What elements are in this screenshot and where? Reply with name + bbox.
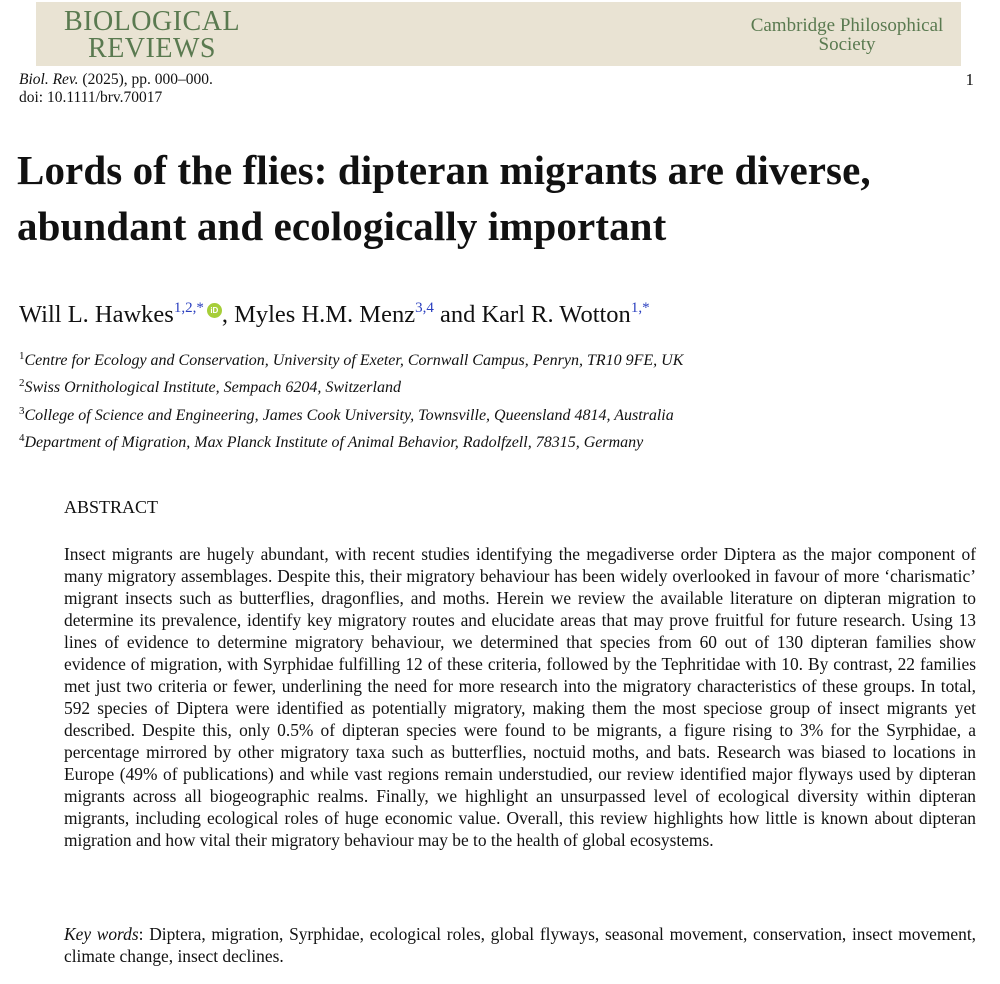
affiliation-number: 4 xyxy=(19,431,25,444)
author-name[interactable]: Will L. Hawkes xyxy=(19,301,174,328)
affiliation-number: 3 xyxy=(19,404,25,417)
author-affil-sup[interactable]: 1,2,* xyxy=(173,300,204,316)
author-affil-sup[interactable]: 3,4 xyxy=(415,300,434,316)
society-name: Cambridge Philosophical Society xyxy=(750,15,944,55)
affiliation-list xyxy=(19,345,683,454)
affiliation-item xyxy=(19,372,683,399)
citation-block xyxy=(19,71,213,107)
affiliation-number: 2 xyxy=(19,377,25,390)
affiliation-text: College of Science and Engineering, James Cook University, Townsville, Queensland 4814, Australia xyxy=(24,406,674,424)
affiliation-item xyxy=(19,400,683,427)
affiliation-text: Swiss Ornithological Institute, Sempach 6204, Switzerland xyxy=(24,379,401,397)
author-separator: and xyxy=(433,301,482,328)
year-pages: (2025), pp. 000–000. xyxy=(78,71,213,88)
author-affil-sup[interactable]: 1,* xyxy=(630,300,650,316)
keywords-text: Diptera, migration, Syrphidae, ecological roles, global flyways, seasonal movement, conservation, insect movement, climate change, insect declines. xyxy=(64,924,977,966)
affiliation-number: 1 xyxy=(19,350,25,362)
article-title: Lords of the flies: dipteran migrants are diverse, abundant and ecologically important xyxy=(17,147,871,249)
author-separator: , xyxy=(221,301,235,328)
author-name[interactable]: Myles H.M. Menz xyxy=(234,301,416,328)
keywords xyxy=(64,923,976,967)
journal-abbrev: Biol. Rev. xyxy=(19,71,79,88)
abstract-heading: ABSTRACT xyxy=(64,497,159,517)
abstract-text: Insect migrants are hugely abundant, with recent studies identifying the megadiverse order Diptera as the major component of many migratory assemblages. Despite this, their migratory behaviour has been widely overlooked in favour of more ‘charismatic’ migrant insects such as butterflies, dragonflies, and moths. Herein we review the available literature on dipteran migration to determine its prevalence, identify key migratory routes and elucidate areas that may prove fruitful for future research. Using 13 lines of evidence to determine migratory behaviour, we determined that species from 60 out of 130 dipteran families show evidence of migration, with Syrphidae fulfilling 12 of these criteria, followed by the Tephritidae with 10. By contrast, 22 families met just two criteria or fewer, underlining the need for more research into the migratory characteristics of these groups. In total, 592 species of Diptera were identified as potentially migratory, making them the most speciose group of insect migrants yet described. Despite this, only 0.5% of dipteran species were found to be migrants, a figure rising to 3% for the Syrphidae, a percentage mirrored by other migratory taxa such as butterflies, noctuid moths, and bats. Research was biased to locations in Europe (49% of publications) and while vast regions remain understudied, our review identified major flyways used by dipteran migrants across all biogeographic realms. Finally, we highlight an unsurpassed level of ecological diversity within dipteran migrants, including ecological roles of huge economic value. Overall, this review highlights how little is known about dipteran migration and how vital their migratory behaviour may be to the health of global ecosystems. xyxy=(64,544,976,850)
affiliation-text: Department of Migration, Max Planck Institute of Animal Behavior, Radolfzell, 78315, Germany xyxy=(24,433,644,451)
author-list xyxy=(19,300,650,329)
author-name[interactable]: Karl R. Wotton xyxy=(481,301,631,328)
citation-line xyxy=(19,71,213,89)
page-number: 1 xyxy=(965,70,974,89)
affiliation-text: Centre for Ecology and Conservation, University of Exeter, Cornwall Campus, Penryn, TR10 9FE, UK xyxy=(24,352,684,369)
affiliation-item xyxy=(19,345,683,372)
orcid-icon[interactable]: iD xyxy=(207,303,222,318)
affiliation-item xyxy=(19,427,683,454)
doi-line: doi: 10.1111/brv.70017 xyxy=(19,89,163,106)
journal-banner xyxy=(36,2,961,66)
journal-name: BIOLOGICAL REVIEWS xyxy=(63,6,241,64)
keywords-separator: : xyxy=(138,924,150,944)
keywords-label: Key words xyxy=(64,924,139,944)
